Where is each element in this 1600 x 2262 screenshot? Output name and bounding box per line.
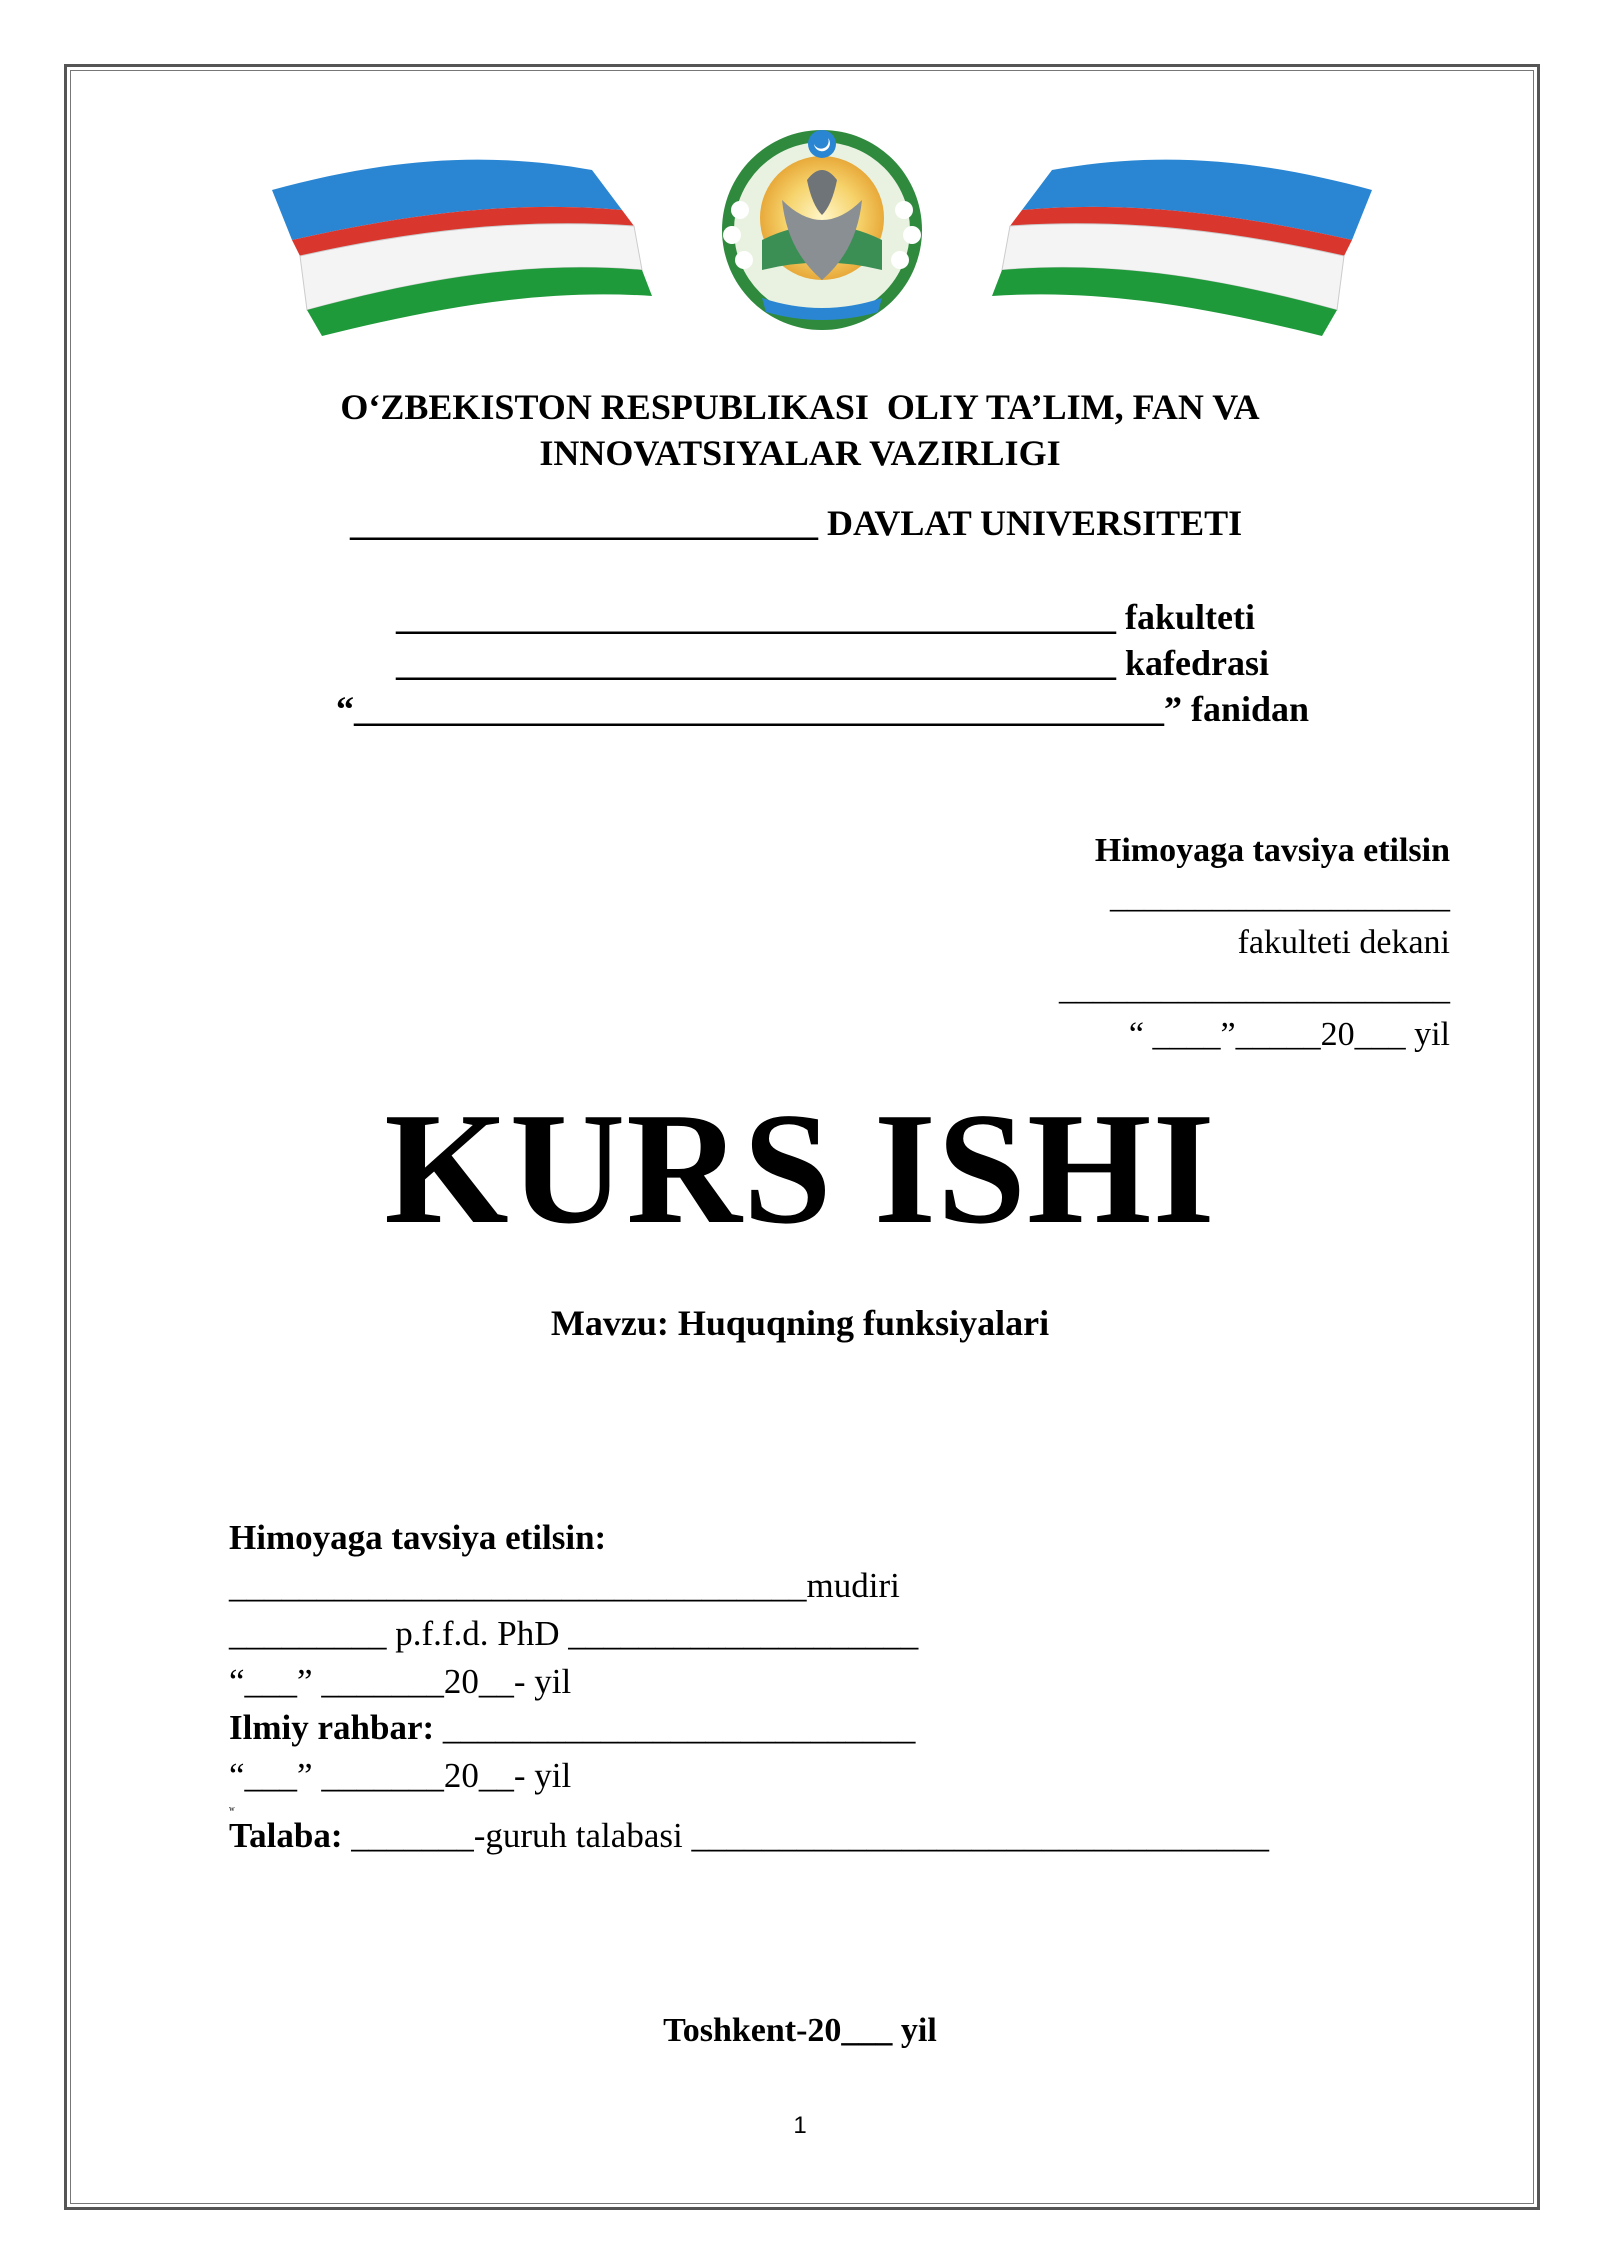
advisor-blank: ___________________________ [434,1708,916,1747]
topic-line: Mavzu: Huquqning funksiyalari [550,1303,1050,1343]
university-line: __________________________ DAVLAT UNIVERSITETI [350,503,1243,543]
ministry-line-1: O‘ZBEKISTON RESPUBLIKASI OLIY TA’LIM, FAN VA [340,387,1260,427]
advisor-line [229,1708,915,1748]
phd-line: _________ p.f.f.d. PhD ____________________ [229,1614,919,1653]
dean-name-blank: _______________________ [1059,970,1450,1007]
dean-approval-heading: Himoyaga tavsiya etilsin [1094,832,1450,869]
department-line: ________________________________________ kafedrasi [396,643,1269,683]
dean-role: fakulteti dekani [1237,924,1450,961]
approval-date-2: “___” _______20__- yil [229,1756,572,1795]
dean-signature-blank: ____________________ [1110,878,1450,915]
tiny-mark: w [229,1804,235,1813]
advisor-label: Ilmiy rahbar: [229,1708,435,1747]
department-head-line: _________________________________mudiri [229,1566,900,1605]
document-title: KURS ISHI [384,1079,1216,1257]
student-label: Talaba: [229,1816,343,1855]
state-emblem-flag-icon [262,120,1382,340]
student-rest: _______-guruh talabasi _________________________________ [342,1816,1269,1855]
student-line [229,1816,1269,1856]
page-number: 1 [793,2112,807,2139]
faculty-line: ________________________________________ fakulteti [396,597,1255,637]
subject-line: “_____________________________________________” fanidan [336,689,1310,729]
approval-date-1: “___” _______20__- yil [229,1662,572,1701]
ministry-line-2: INNOVATSIYALAR VAZIRLIGI [539,433,1061,473]
approval-heading: Himoyaga tavsiya etilsin: [229,1518,607,1557]
city-year: Toshkent-20___ yil [663,2012,937,2049]
dean-date: “ ____”_____20___ yil [1128,1016,1450,1053]
